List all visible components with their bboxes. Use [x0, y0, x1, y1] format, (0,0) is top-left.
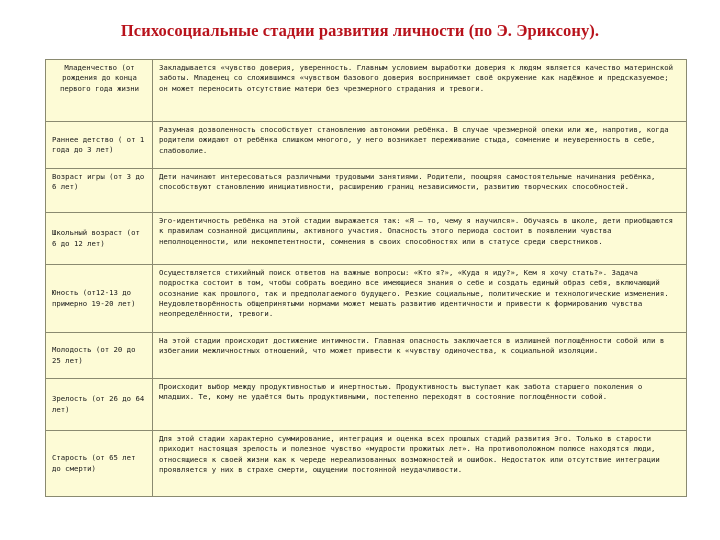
- table-row: [46, 169, 687, 213]
- stage-description: Эго-идентичность ребёнка на этой стадии выражается так: «Я – то, чему я научился». Обучаясь в школе, дети приобщаются к правилам сознанной дисциплины, активного участия. Опасность этого периода состоит в появлении чувства неполноценности, или некомпетентности, сомнения в своих способностях или в статусе среди сверстников.: [153, 213, 687, 265]
- table-row: [46, 333, 687, 379]
- table-row: [46, 379, 687, 431]
- stage-description: На этой стадии происходит достижение интимности. Главная опасность заключается в излишней поглощённости собой или в избегании межличностных отношений, что может привести к «чувству одиночества, к социальной изоляции.: [153, 333, 687, 379]
- stage-name: Молодость (от 20 до 25 лет): [46, 333, 153, 379]
- table-row: [46, 265, 687, 333]
- stage-description: Осуществляется стихийный поиск ответов на важные вопросы: «Кто я?», «Куда я иду?», Кем я хочу стать?». Задача подростка состоит в том, чтобы собрать воедино все имеющиеся знания о себе и создать единый образ себя, включающий осознание как прошлого, так и предполагаемого будущего. Резкие социальные, политические и технологические изменения. Неудовлетворённость общепринятыми нормами может мешать развитию идентичности и привести к формированию чувства неопределённости, тревоги.: [153, 265, 687, 333]
- stage-description: Закладывается «чувство доверия, уверенность. Главным условием выработки доверия к людям является качество материнской заботы. Младенец со сложившимся «чувством базового доверия воспринимает своё окружение как надёжное и предсказуемое; он может переносить отсутствие матери без чрезмерного страдания и тревоги.: [153, 60, 687, 122]
- stage-name: Старость (от 65 лет до смерти): [46, 431, 153, 497]
- stage-description: Для этой стадии характерно суммирование, интеграция и оценка всех прошлых стадий развития Эго. Только в старости приходит настоящая зрелость и полезное чувство «мудрости прожитых лет». На противоположном полюсе находятся люди, относящиеся к своей жизни как к череде нереализованных возможностей и ошибок. Недостаток или отсутствие интеграции проявляется у них в страхе смерти, ощущении постоянной неудачливости.: [153, 431, 687, 497]
- table-row: [46, 122, 687, 169]
- stage-name: Юность (от12-13 до примерно 19-20 лет): [46, 265, 153, 333]
- stage-name: Школьный возраст (от 6 до 12 лет): [46, 213, 153, 265]
- table-row: [46, 60, 687, 122]
- stage-description: Дети начинают интересоваться различными трудовыми занятиями. Родители, поощряя самостоятельные начинания ребёнка, способствуют становлению инициативности, расширению границ независимости, развитию творческих способностей.: [153, 169, 687, 213]
- page-title: Психосоциальные стадии развития личности (по Э. Эриксону).: [120, 21, 600, 40]
- table-row: [46, 213, 687, 265]
- stage-description: Разумная дозволенность способствует становлению автономии ребёнка. В случае чрезмерной опеки или же, напротив, когда родители ожидают от ребёнка слишком многого, у него возникает переживание стыда, сомнение и неуверенность в себе, слабоволие.: [153, 122, 687, 169]
- stage-name: Младенчество (от рождения до конца первого года жизни: [46, 60, 153, 122]
- stages-table: [45, 59, 687, 497]
- stage-description: Происходит выбор между продуктивностью и инертностью. Продуктивность выступает как забота старшего поколения о младших. Те, кому не удаётся быть продуктивными, постепенно переходят в состояние поглощённости собой.: [153, 379, 687, 431]
- stage-name: Возраст игры (от 3 до 6 лет): [46, 169, 153, 213]
- stage-name: Зрелость (от 26 до 64 лет): [46, 379, 153, 431]
- stage-name: Раннее детство ( от 1 года до 3 лет): [46, 122, 153, 169]
- table-row: [46, 431, 687, 497]
